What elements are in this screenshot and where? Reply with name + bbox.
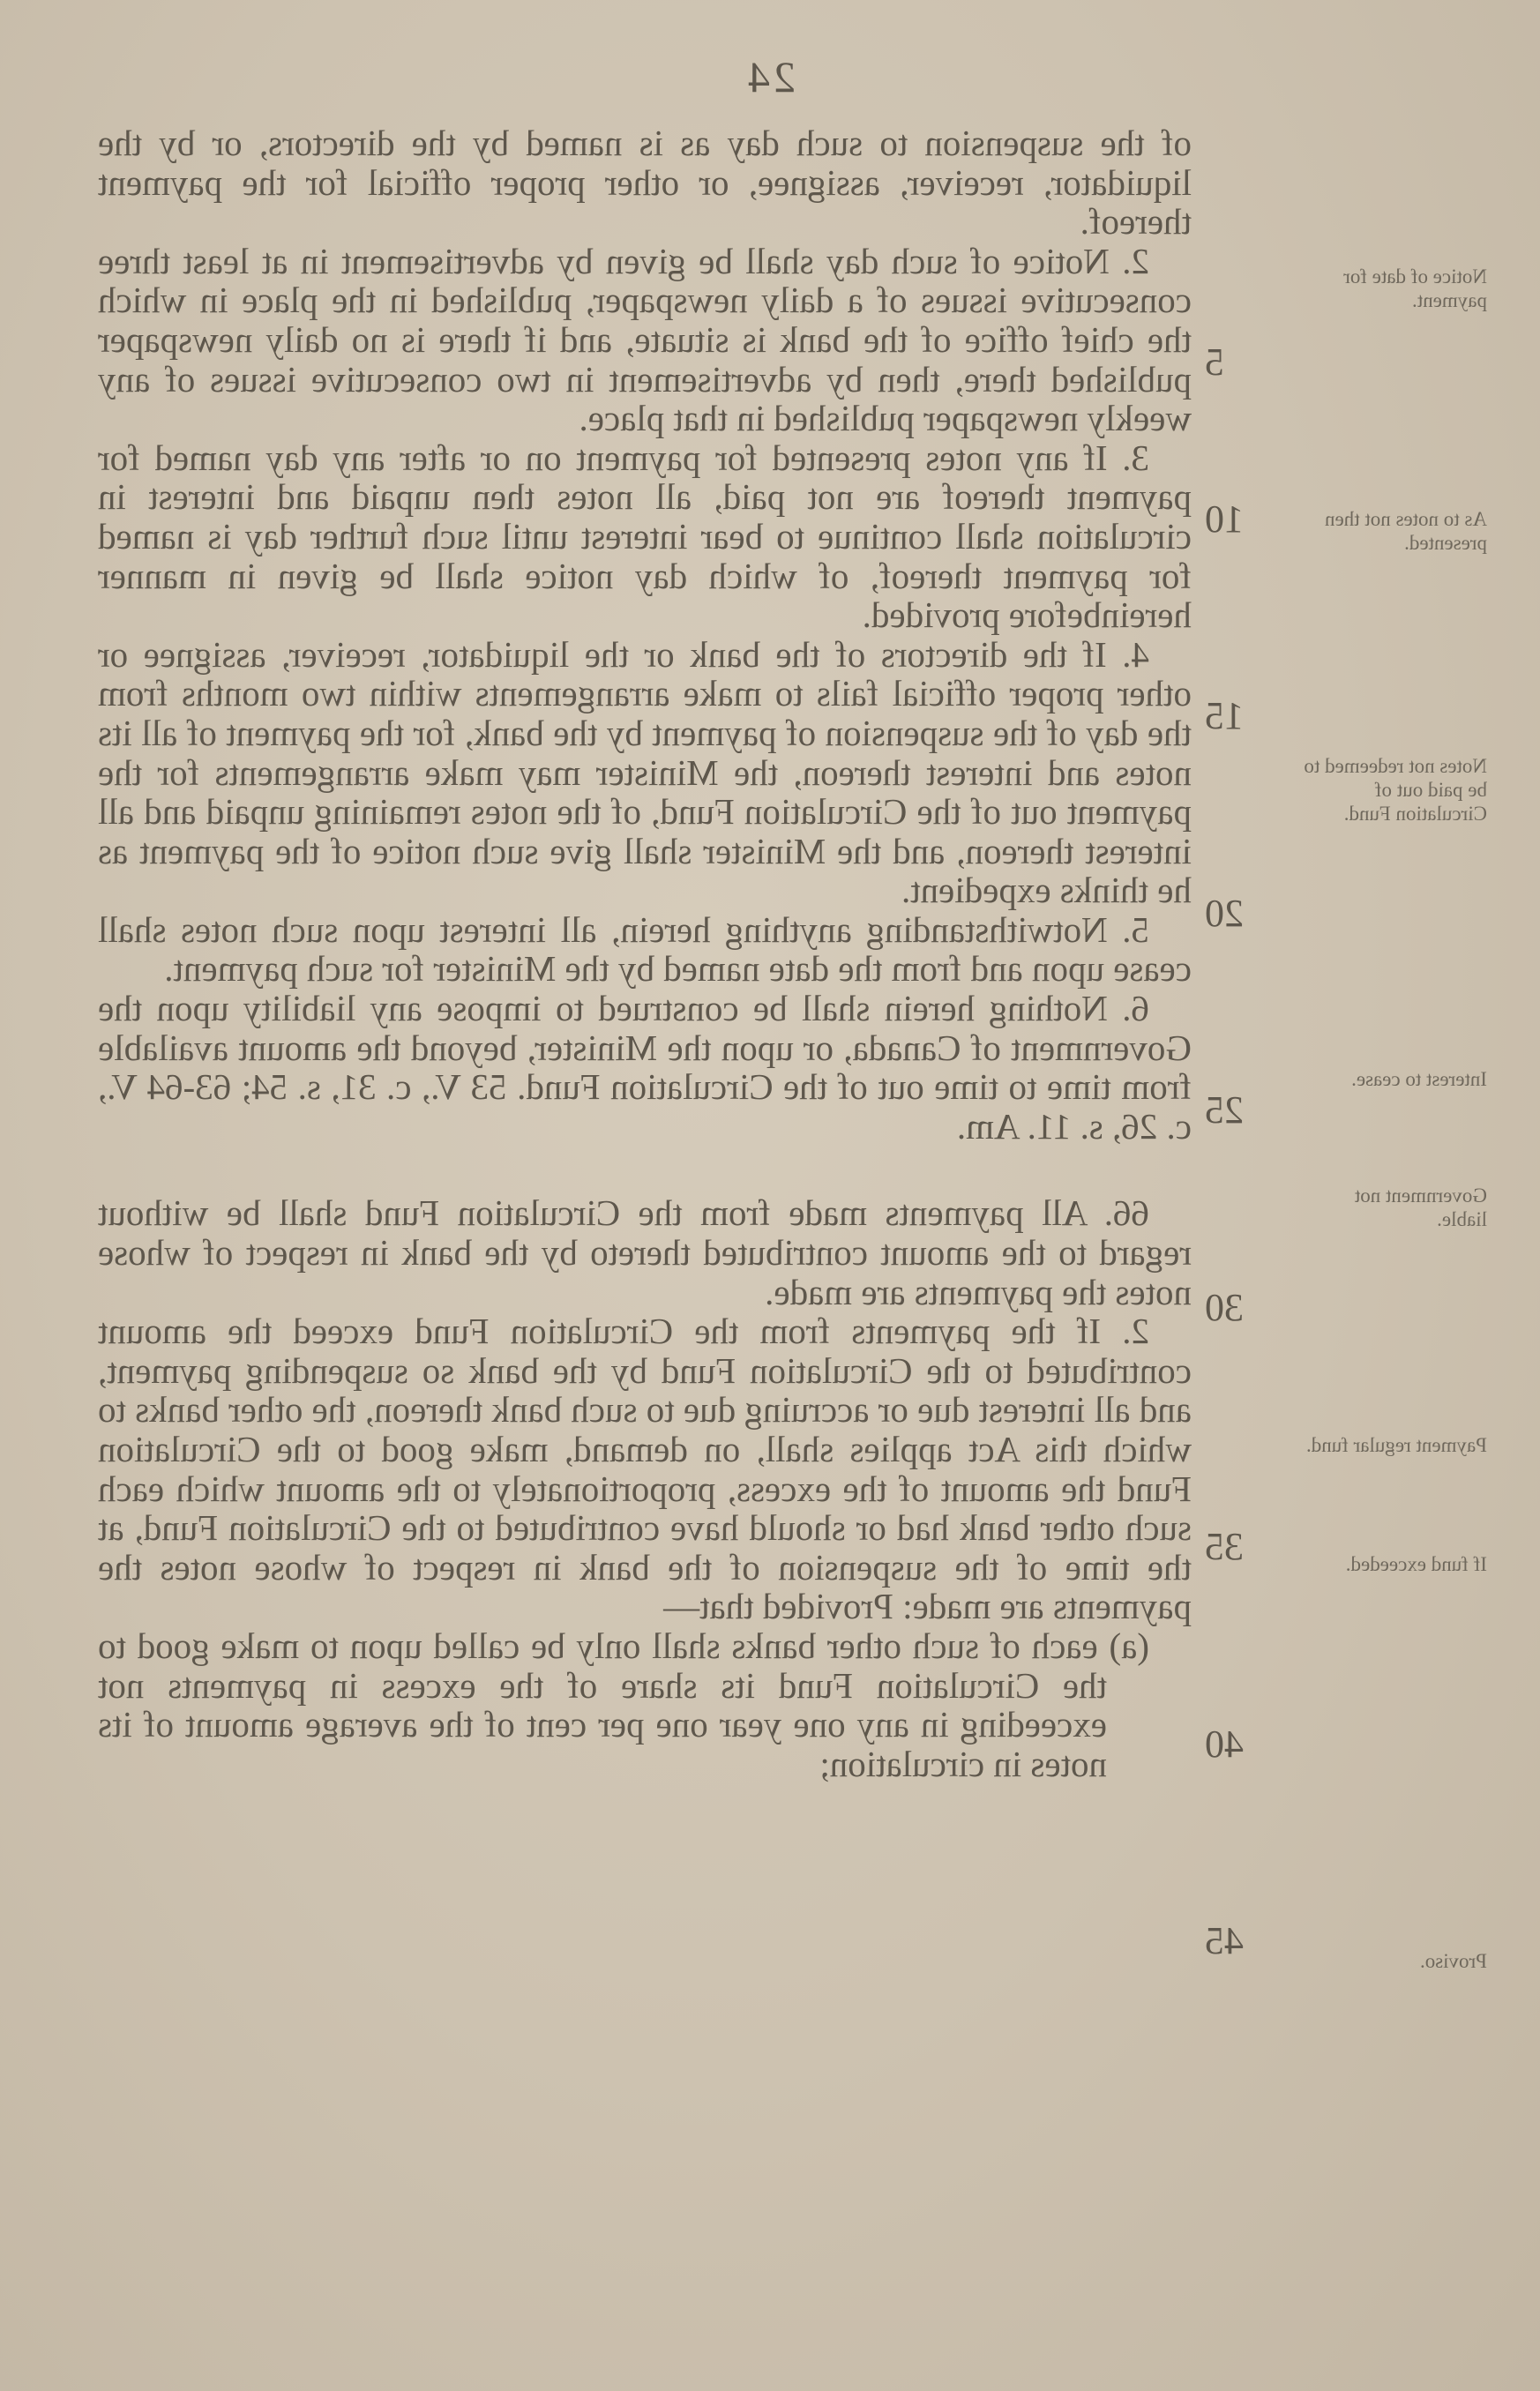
- margin-note: Proviso.: [1419, 1950, 1487, 1972]
- page-number: 24: [744, 52, 796, 101]
- paragraph: of the suspension to such day as is named by the directors, or by the liquidator, receiver, assignee, or other proper official for the payment thereof.: [98, 123, 1192, 243]
- line-number: 35: [1205, 1525, 1244, 1568]
- paragraph: 2. Notice of such day shall be given by advertisement in at least three consecutive issues of a daily newspaper, published in the place in which the chief office of the bank is situate, and if there is no daily newspaper published there, then by advertisement in two consecutive issues of any weekly newspaper published in that place.: [98, 240, 1192, 439]
- line-number: 20: [1205, 892, 1244, 935]
- margin-note: Payment regular fund.: [1305, 1434, 1487, 1456]
- margin-note: Government not liable.: [1354, 1184, 1487, 1230]
- line-number: 25: [1205, 1088, 1244, 1132]
- body-text: [98, 123, 1192, 1783]
- line-number: 40: [1205, 1722, 1244, 1766]
- margin-note: If fund exceeded.: [1345, 1553, 1487, 1575]
- margin-note: Notice of date for payment.: [1343, 265, 1487, 311]
- sub-paragraph: (a) each of such other banks shall only be called upon to make good to the Circulation Fund its share of the excess in payments not exceeding in any one year one per cent of the average amount of its notes in circulation;: [98, 1625, 1149, 1784]
- paragraph: 4. If the directors of the bank or the liquidator, receiver, assignee or other proper official fails to make arrangements within two months from the day of the suspension of payment by the bank, for the payment of all its notes and interest thereon, the Minister may make arrangements for the payment out of the Circulation Fund, of the notes remaining unpaid and all interest thereon, and the Minister shall give such notice of the payment as he thinks expedient.: [98, 633, 1192, 911]
- line-number: 10: [1205, 497, 1244, 541]
- line-number: 45: [1205, 1919, 1244, 1962]
- line-number: 30: [1205, 1286, 1244, 1329]
- section-paragraph: 66. All payments made from the Circulation Fund shall be without regard to the amount contributed thereto by the bank in respect of whose notes the payments are made.: [98, 1192, 1192, 1312]
- line-number: 5: [1205, 340, 1224, 384]
- margin-note: Notes not redeemed to be paid out of Circulation Fund.: [1304, 755, 1487, 825]
- paragraph: 2. If the payments from the Circulation Fund exceed the amount contributed to the Circulation Fund by the bank so suspending payment, and all interest due or accruing due to such bank thereon, the other banks to which this Act applies shall, on demand, make good to the Circulation Fund the amount of the excess, proportionately to the amount which each such other bank had or should have contributed to the Circulation Fund, at the time of the suspension of the bank in respect of whose notes the payments are made: Provided that—: [98, 1311, 1192, 1627]
- paragraph: 6. Nothing herein shall be construed to impose any liability upon the Government of Canada, or upon the Minister, beyond the amount available from time to time out of the Circulation Fund. 53 V., c. 31, s. 54; 63-64 V., c. 26, s. 11. Am.: [98, 988, 1192, 1147]
- margin-note: Interest to cease.: [1351, 1068, 1487, 1090]
- margin-note: As to notes not then presented.: [1325, 508, 1487, 554]
- paragraph: 5. Notwithstanding anything herein, all interest upon such notes shall cease upon and from the date named by the Minister for such payment.: [98, 908, 1192, 990]
- line-number: 15: [1205, 694, 1244, 737]
- paragraph: 3. If any notes presented for payment on or after any day named for payment thereof are not paid, all notes then unpaid and interest in circulation shall continue to bear interest until such further day is named for payment thereof, of which day notice shall be given in manner hereinbefore provided.: [98, 437, 1192, 636]
